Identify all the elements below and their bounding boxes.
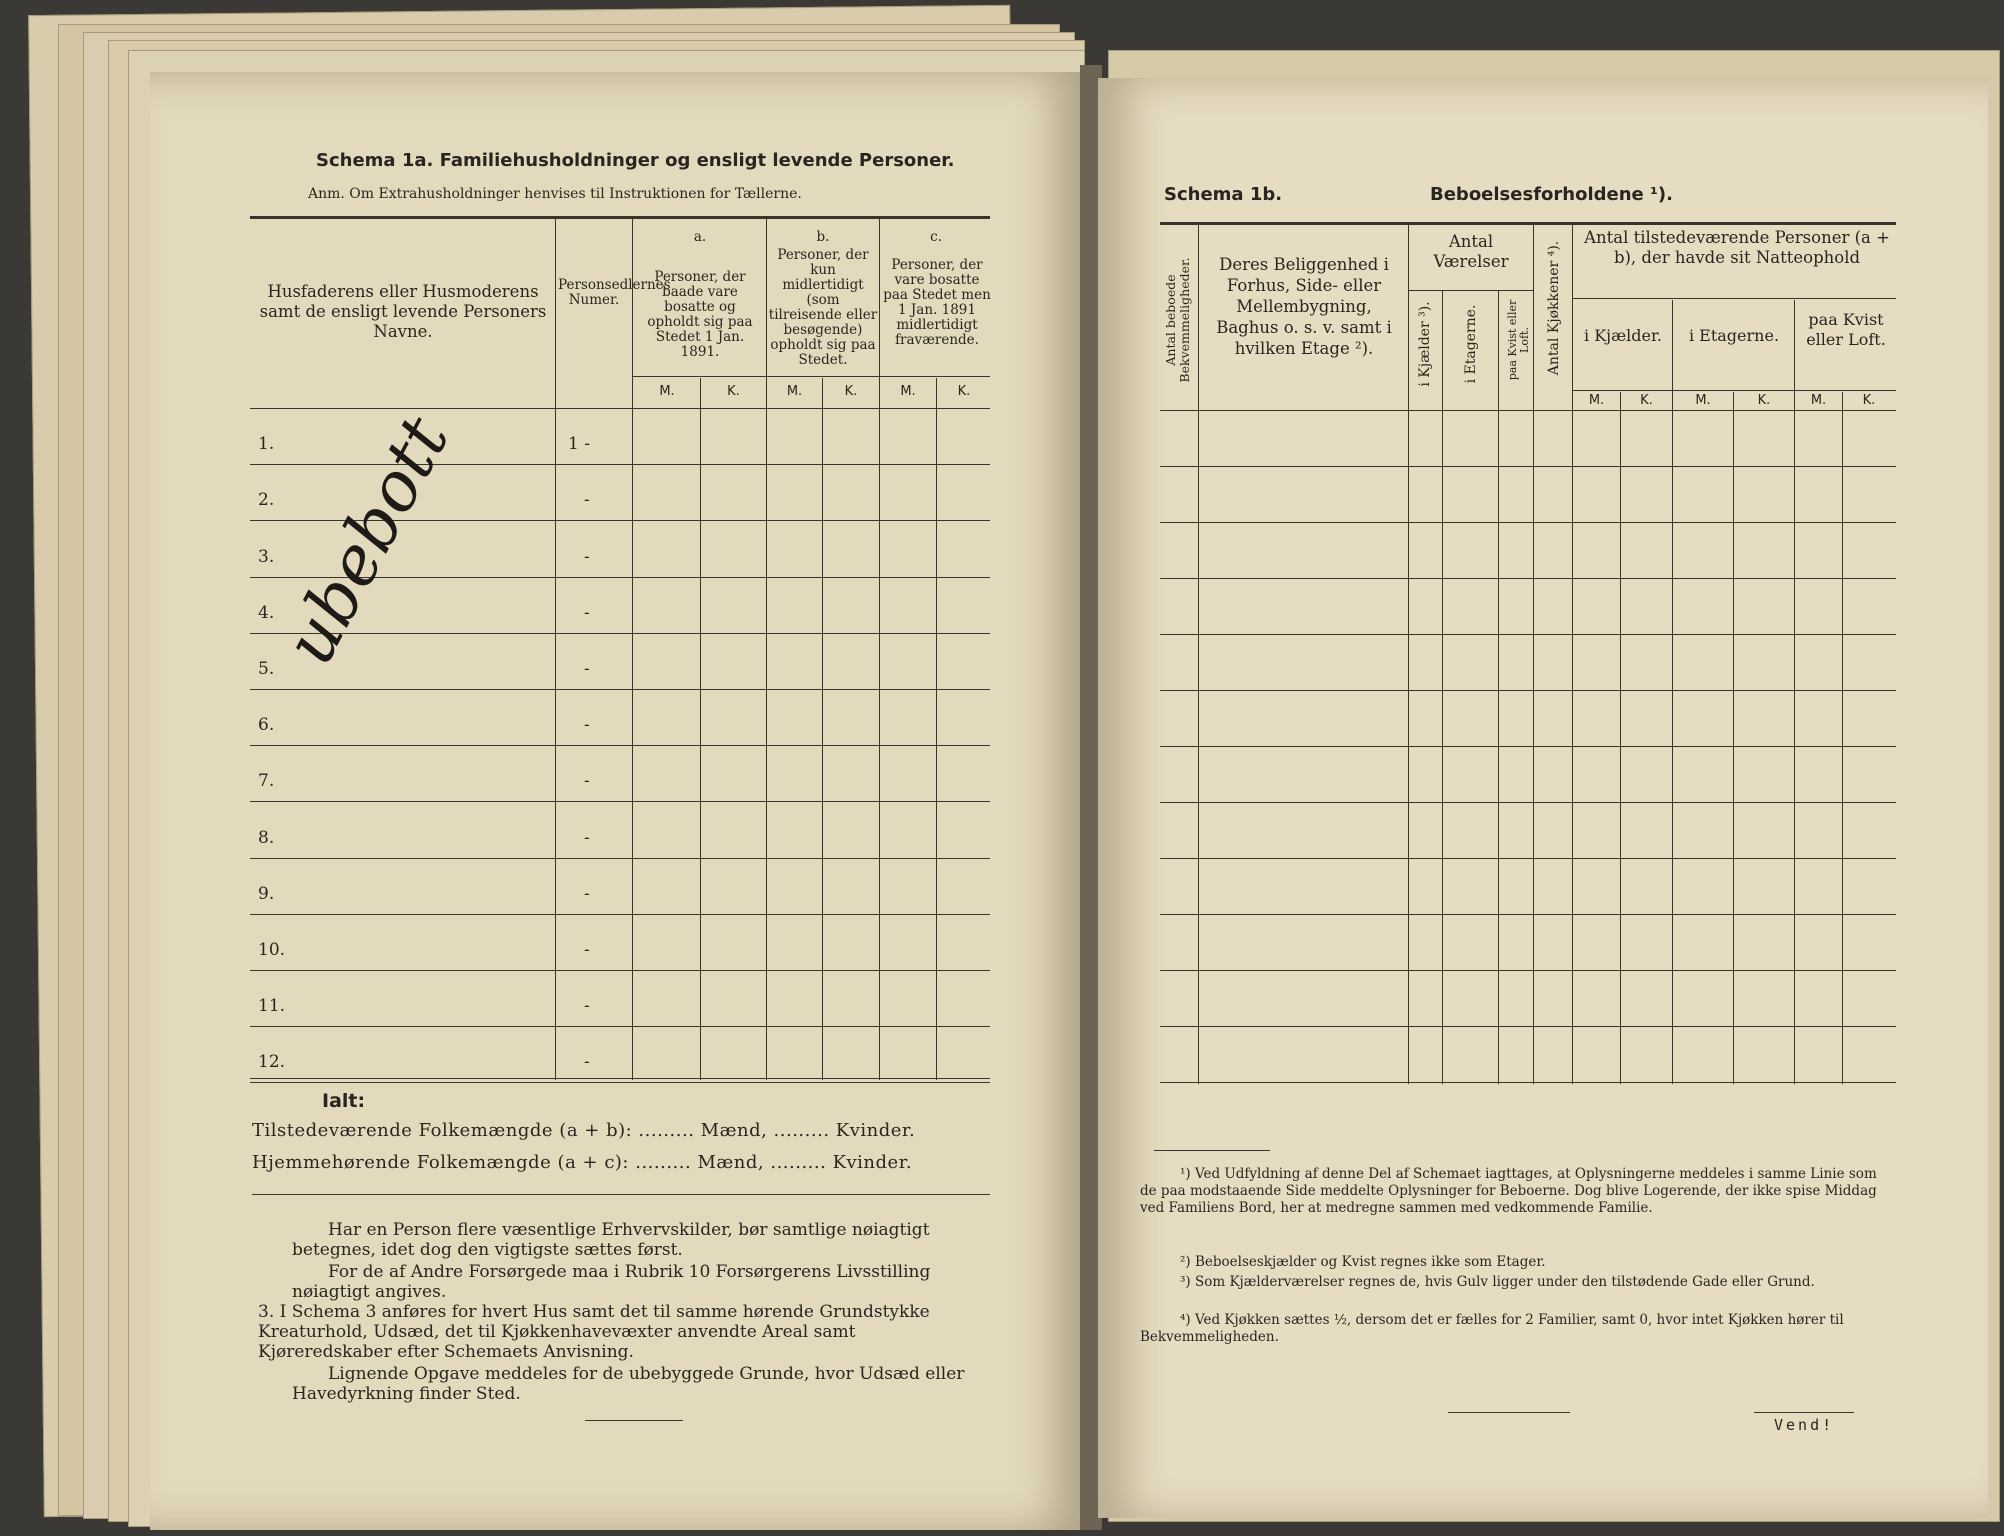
col-divider — [879, 218, 880, 1080]
ialt-label: Ialt: — [322, 1090, 366, 1112]
col-b-m: M. — [786, 384, 803, 399]
footnote-rule — [1154, 1150, 1270, 1151]
end-rule — [585, 1420, 683, 1421]
instruction-para-2: For de af Andre Forsørgede maa i Rubrik 10 Forsørgerens Livsstilling nøiagtigt angives. — [292, 1262, 931, 1302]
col-location-header: Deres Beliggenhed i Forhus, Side- eller Mellembygning, Baghus o. s. v. samt i hvilken Etage ²). — [1216, 255, 1392, 358]
col-cellar-header: i Kjælder ³). — [1417, 301, 1433, 387]
row-label: 10. — [258, 940, 286, 960]
table-row-rule — [1160, 802, 1896, 803]
table-row-rule — [1160, 690, 1896, 691]
closing-rule — [1448, 1412, 1570, 1413]
table-row-rule — [1160, 970, 1896, 971]
col-a-header: Personer, der baade vare bosatte og opholdt sig paa Stedet 1 Jan. 1891. — [647, 269, 753, 360]
table-row-rule — [250, 858, 990, 859]
totals-rule — [252, 1194, 990, 1195]
footnote-4: ⁴) Ved Kjøkken sættes ½, dersom det er fælles for 2 Familier, samt 0, hvor intet Kjøkken hører til Bekvemmeligheden. — [1140, 1312, 1844, 1345]
table-row-rule — [250, 464, 990, 465]
row-label: 12. — [258, 1052, 286, 1073]
col-divider — [1572, 224, 1573, 1084]
table-row-rule — [1160, 858, 1896, 859]
row-number-value: - — [584, 602, 590, 623]
col-divider — [1733, 392, 1734, 1084]
schema-1b-subtitle: Beboelsesforholdene ¹). — [1430, 184, 1673, 205]
col-rooms-header: Antal Værelser — [1433, 232, 1509, 271]
vend-rule — [1754, 1412, 1854, 1413]
table-row-rule — [1160, 578, 1896, 579]
row-label: 2. — [258, 490, 275, 511]
col-a-letter: a. — [693, 229, 707, 245]
col-c-m: M. — [900, 384, 916, 399]
table-bottom-rule — [250, 1078, 990, 1079]
col-names-header: Husfaderens eller Husmoderens samt de ensligt levende Personers Navne. — [259, 282, 547, 341]
col-b-k: K. — [844, 384, 858, 399]
table-bottom-rule-right — [1160, 1082, 1896, 1083]
col-persons-floors: i Etagerne. — [1688, 326, 1780, 345]
row-number-value: - — [584, 996, 590, 1017]
table-top-rule-right — [1160, 222, 1896, 225]
row-label: 11. — [258, 996, 286, 1017]
col-persons-attic: paa Kvist eller Loft. — [1806, 310, 1886, 349]
table-row-rule — [1160, 466, 1896, 467]
col-persons-header: Antal tilstedeværende Personer (a + b), der havde sit Natteophold — [1584, 228, 1890, 267]
schema-1a-note: Anm. Om Extrahusholdninger henvises til Instruktionen for Tællerne. — [308, 186, 802, 202]
row-label: 6. — [258, 715, 275, 736]
row-number-value: - — [584, 1052, 590, 1073]
col-divider — [936, 378, 937, 1080]
instruction-para-4: Lignende Opgave meddeles for de ubebyggede Grunde, hvor Udsæd eller Havedyrkning finder Sted. — [292, 1364, 965, 1404]
col-divider — [1794, 300, 1795, 1084]
col-divider — [700, 378, 701, 1080]
row-number-value: - — [584, 771, 590, 792]
table-row-rule — [250, 1082, 990, 1083]
table-row-rule — [1160, 634, 1896, 635]
table-row-rule — [250, 801, 990, 802]
col-divider — [1198, 224, 1199, 1084]
row-number-value: - — [584, 546, 590, 567]
table-row-rule — [250, 745, 990, 746]
row-label: 3. — [258, 546, 275, 567]
mk-header-rule — [632, 376, 990, 377]
p-attic-k: K. — [1862, 393, 1876, 408]
col-divider — [555, 218, 556, 1080]
row-number-value: 1 - — [568, 434, 590, 455]
footnote-1: ¹) Ved Udfyldning af denne Del af Schemaet iagttages, at Oplysningerne meddeles i samme Linie som de paa modstaaende Side meddelte Oplysninger for Beboerne. Dog blive Logerende, der ikke spise Middag ved Familiens Bord, her at medregne sammen med vedkommende Familie. — [1140, 1166, 1877, 1216]
schema-1b-title: Schema 1b. — [1164, 184, 1283, 205]
instruction-para-3: 3. I Schema 3 anføres for hvert Hus samt det til samme hørende Grundstykke Kreaturhold, Udsæd, det til Kjøkkenhavevæxter anvendte Areal samt Kjøreredskaber efter Schemaets Anvisning. — [258, 1302, 930, 1362]
row-number-value: - — [584, 659, 590, 679]
p-floors-m: M. — [1695, 393, 1711, 408]
footnote-3: ³) Som Kjælderværelser regnes de, hvis Gulv ligger under den tilstødende Gade eller Grund. — [1180, 1274, 1815, 1290]
col-divider — [1408, 224, 1409, 1084]
table-row-rule — [1160, 914, 1896, 915]
col-number-header: Personsedlernes Numer. — [558, 277, 671, 308]
row-label: 1. — [258, 434, 275, 455]
col-a-k: K. — [727, 384, 740, 399]
col-dwellings-header: Antal beboede Bekvemmeligheder. — [1163, 257, 1192, 383]
row-label: 8. — [258, 827, 275, 848]
table-row-rule — [1160, 522, 1896, 523]
p-cellar-m: M. — [1588, 393, 1605, 408]
col-divider — [632, 218, 633, 1080]
footnote-2: ²) Beboelseskjælder og Kvist regnes ikke som Etager. — [1180, 1254, 1546, 1270]
mk-rule-right — [1572, 390, 1896, 391]
row-label: 9. — [258, 883, 275, 904]
total-resident-line: Hjemmehørende Folkemængde (a + c): ......... Mænd, ......... Kvinder. — [252, 1152, 913, 1173]
col-divider — [1842, 392, 1843, 1084]
col-divider — [1442, 290, 1443, 1084]
header-bottom-rule-right — [1160, 410, 1896, 411]
col-c-header: Personer, der vare bosatte paa Stedet men 1 Jan. 1891 midlertidigt fraværende. — [883, 257, 991, 348]
table-row-rule — [250, 1026, 990, 1027]
row-number-value: - — [584, 490, 590, 511]
instruction-para-1: Har en Person flere væsentlige Erhvervskilder, bør samtlige nøiagtigt betegnes, idet dog den vigtigste sættes først. — [292, 1220, 930, 1260]
table-row-rule — [250, 914, 990, 915]
col-divider — [1672, 300, 1673, 1084]
total-present-line: Tilstedeværende Folkemængde (a + b): ......... Mænd, ......... Kvinder. — [252, 1120, 916, 1141]
row-label: 5. — [258, 659, 275, 679]
vend-label: Vend! — [1774, 1416, 1835, 1434]
col-divider — [1620, 392, 1621, 1084]
row-label: 4. — [258, 602, 275, 623]
col-c-k: K. — [957, 384, 971, 399]
col-divider — [1533, 224, 1534, 1084]
col-attic-header: paa Kvist eller Loft. — [1506, 299, 1531, 381]
table-row-rule — [250, 689, 990, 690]
handwritten-ubebott: ubebott — [270, 404, 465, 678]
row-number-value: - — [584, 827, 590, 848]
row-label: 7. — [258, 771, 275, 792]
col-c-letter: c. — [930, 229, 942, 245]
col-persons-cellar: i Kjælder. — [1584, 326, 1662, 345]
p-cellar-k: K. — [1640, 393, 1653, 408]
col-b-letter: b. — [816, 229, 830, 245]
col-a-m: M. — [659, 384, 675, 399]
row-number-value: - — [584, 715, 590, 736]
table-row-rule — [1160, 1026, 1896, 1027]
col-divider — [1498, 290, 1499, 1084]
col-b-header: Personer, der kun midlertidigt (som tilreisende eller besøgende) opholdt sig paa Stedet. — [768, 247, 878, 368]
col-divider — [766, 218, 767, 1080]
row-number-value: - — [584, 940, 590, 960]
table-row-rule — [250, 970, 990, 971]
table-row-rule — [1160, 746, 1896, 747]
persons-sub-rule — [1572, 298, 1896, 299]
col-kitchens-header: Antal Kjøkkener ⁴). — [1546, 240, 1562, 376]
col-divider — [822, 378, 823, 1080]
schema-1a-title: Schema 1a. Familiehusholdninger og ensligt levende Personer. — [316, 150, 955, 171]
p-attic-m: M. — [1810, 393, 1827, 408]
col-floors-header: i Etagerne. — [1463, 304, 1479, 384]
p-floors-k: K. — [1757, 393, 1771, 408]
row-number-value: - — [584, 883, 590, 904]
